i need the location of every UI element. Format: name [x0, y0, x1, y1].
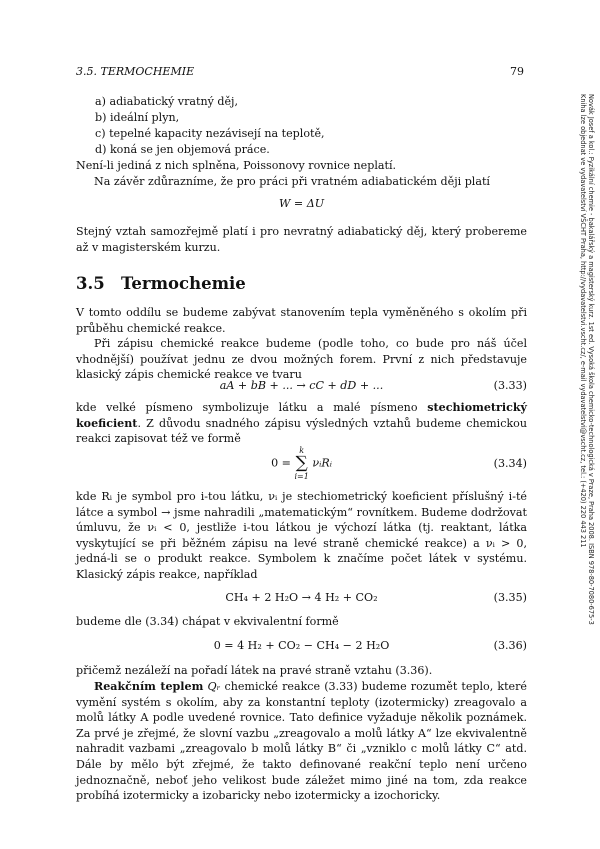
condition-item-d: d) koná se jen objemová práce. — [95, 143, 270, 156]
equation-3-33-body: aA + bB + ... → cC + dD + ... — [219, 379, 384, 392]
equation-3-34 — [76, 446, 527, 481]
paragraph-stoichiometric-post: . Z důvodu snadného zápisu výsledných vztahů budeme chemickou reakci zapisovat též ve formě — [76, 416, 527, 446]
paragraph-irreversible: Stejný vztah samozřejmě platí i pro nevratný adiabatický děj, který probereme až v magisterském kurzu. — [76, 225, 527, 254]
section-heading — [76, 274, 246, 294]
equation-3-36 — [76, 638, 527, 654]
condition-item-b: b) ideální plyn, — [95, 111, 180, 124]
paragraph-convention: kde Rᵢ je symbol pro i-tou látku, νᵢ je stechiometrický koeficient příslušný i-té látce a symbol → jsme nahradili „matematickým“ rovnítkem. Budeme dodržovat úmluvu, že νᵢ < 0, jestliže i-tou látkou je výchozí látka (tj. reaktant, látka vyskytující se při běžném zápisu na levé straně chemické reakce) a νᵢ > 0, jedná-li se o produkt reakce. Symbolem k značíme počet látek v systému. Klasický zápis reakce, například — [76, 490, 527, 581]
equation-3-34-term: νᵢRᵢ — [312, 456, 332, 470]
equation-3-35 — [76, 590, 527, 606]
paragraph-stoichiometric-pre: kde velké písmeno symbolizuje látku a malé písmeno — [76, 401, 428, 414]
equation-3-33 — [76, 378, 527, 394]
condition-item-a: a) adiabatický vratný děj, — [95, 95, 239, 108]
equation-3-33-number: (3.33) — [493, 379, 527, 392]
symbol-qr: Qᵣ — [207, 680, 221, 693]
running-header-chapter: 3.5. TERMOCHEMIE — [76, 65, 195, 78]
paragraph-reaction-forms: Při zápisu chemické reakce budeme (podle toho, co bude pro náš účel vhodnější) používat jednu ze dvou možných forem. První z nich představuje klasický zápis chemické reakce ve tvaru — [76, 337, 527, 382]
equation-3-35-body: CH₄ + 2 H₂O → 4 H₂ + CO₂ — [225, 591, 378, 604]
citation-line-2: Kniha lze objednat ve vydavatelství VŠCHT Praha, http://vydavatelstvi.vscht.cz/, e-mail vydavatelstvi@vscht.cz, tel.: (+420) 220 443 211 — [578, 94, 587, 548]
paragraph-reaction-heat — [76, 679, 527, 804]
sum-upper-limit: k — [299, 446, 305, 455]
equation-3-36-body: 0 = 4 H₂ + CO₂ − CH₄ − 2 H₂O — [213, 639, 390, 652]
paragraph-work-intro: Na závěr zdůrazníme, že pro práci při vratném adiabatickém ději platí — [94, 175, 490, 188]
summation-symbol: k ∑ i=1 — [294, 446, 309, 481]
term-reaction-heat: Reakčním teplem — [94, 680, 204, 693]
equation-3-34-number: (3.34) — [493, 457, 527, 470]
section-title: Termochemie — [121, 274, 246, 293]
paragraph-reaction-heat-rest: chemické reakce (3.33) budeme rozumět teplo, které vymění systém s okolím, aby za konstantní teploty (izotermicky) zreagovalo a molů látky A podle uvedené rovnice. Tato definice vyžaduje několik poznámek. Za prvé je zřejmé, že slovní vazbu „zreagovalo a molů látky A“ lze ekvivalentně nahradit vazbami „zreagovalo b molů látky B“ či „vzniklo c molů látky C“ atd. Dále by mělo být zřejmé, že takto definované reakční teplo není určeno jednoznačně, neboť jeho velikost bude záležet mimo jiné na tom, zda reakce probíhá izotermicky a izobaricky nebo izotermicky a izochoricky. — [76, 680, 527, 803]
page-number: 79 — [510, 65, 524, 78]
paragraph-stoichiometric — [76, 400, 527, 447]
section-number: 3.5 — [76, 274, 105, 293]
equation-3-35-number: (3.35) — [493, 591, 527, 604]
equation-3-34-lhs: 0 = — [271, 456, 291, 470]
citation-sidebar — [578, 94, 595, 625]
paragraph-equivalent: budeme dle (3.34) chápat v ekvivalentní formě — [76, 615, 339, 628]
paragraph-order: přičemž nezáleží na pořadí látek na pravé straně vztahu (3.36). — [76, 664, 433, 677]
citation-line-1: Novák Josef a kol.: Fyzikální chemie - bakalářský a magisterský kurz. 1st ed. Vysoká škola chemicko-technologická v Praze, Praha 2008. ISBN 978-80-7080-675-3 — [587, 94, 595, 625]
paragraph-poisson: Není-li jediná z nich splněna, Poissonovy rovnice neplatí. — [76, 159, 397, 172]
condition-item-c: c) tepelné kapacity nezávisejí na teplotě, — [95, 127, 325, 140]
sum-lower-limit: i=1 — [294, 472, 309, 481]
term-stoichiometric-coefficient: stechiometrický koeficient — [76, 401, 527, 430]
equation-work — [76, 196, 527, 212]
paragraph-section-intro: V tomto oddílu se budeme zabývat stanovením tepla vyměněného s okolím při průběhu chemické reakce. — [76, 306, 527, 335]
equation-3-36-number: (3.36) — [493, 639, 527, 652]
equation-work-text: W = ΔU — [278, 197, 325, 210]
